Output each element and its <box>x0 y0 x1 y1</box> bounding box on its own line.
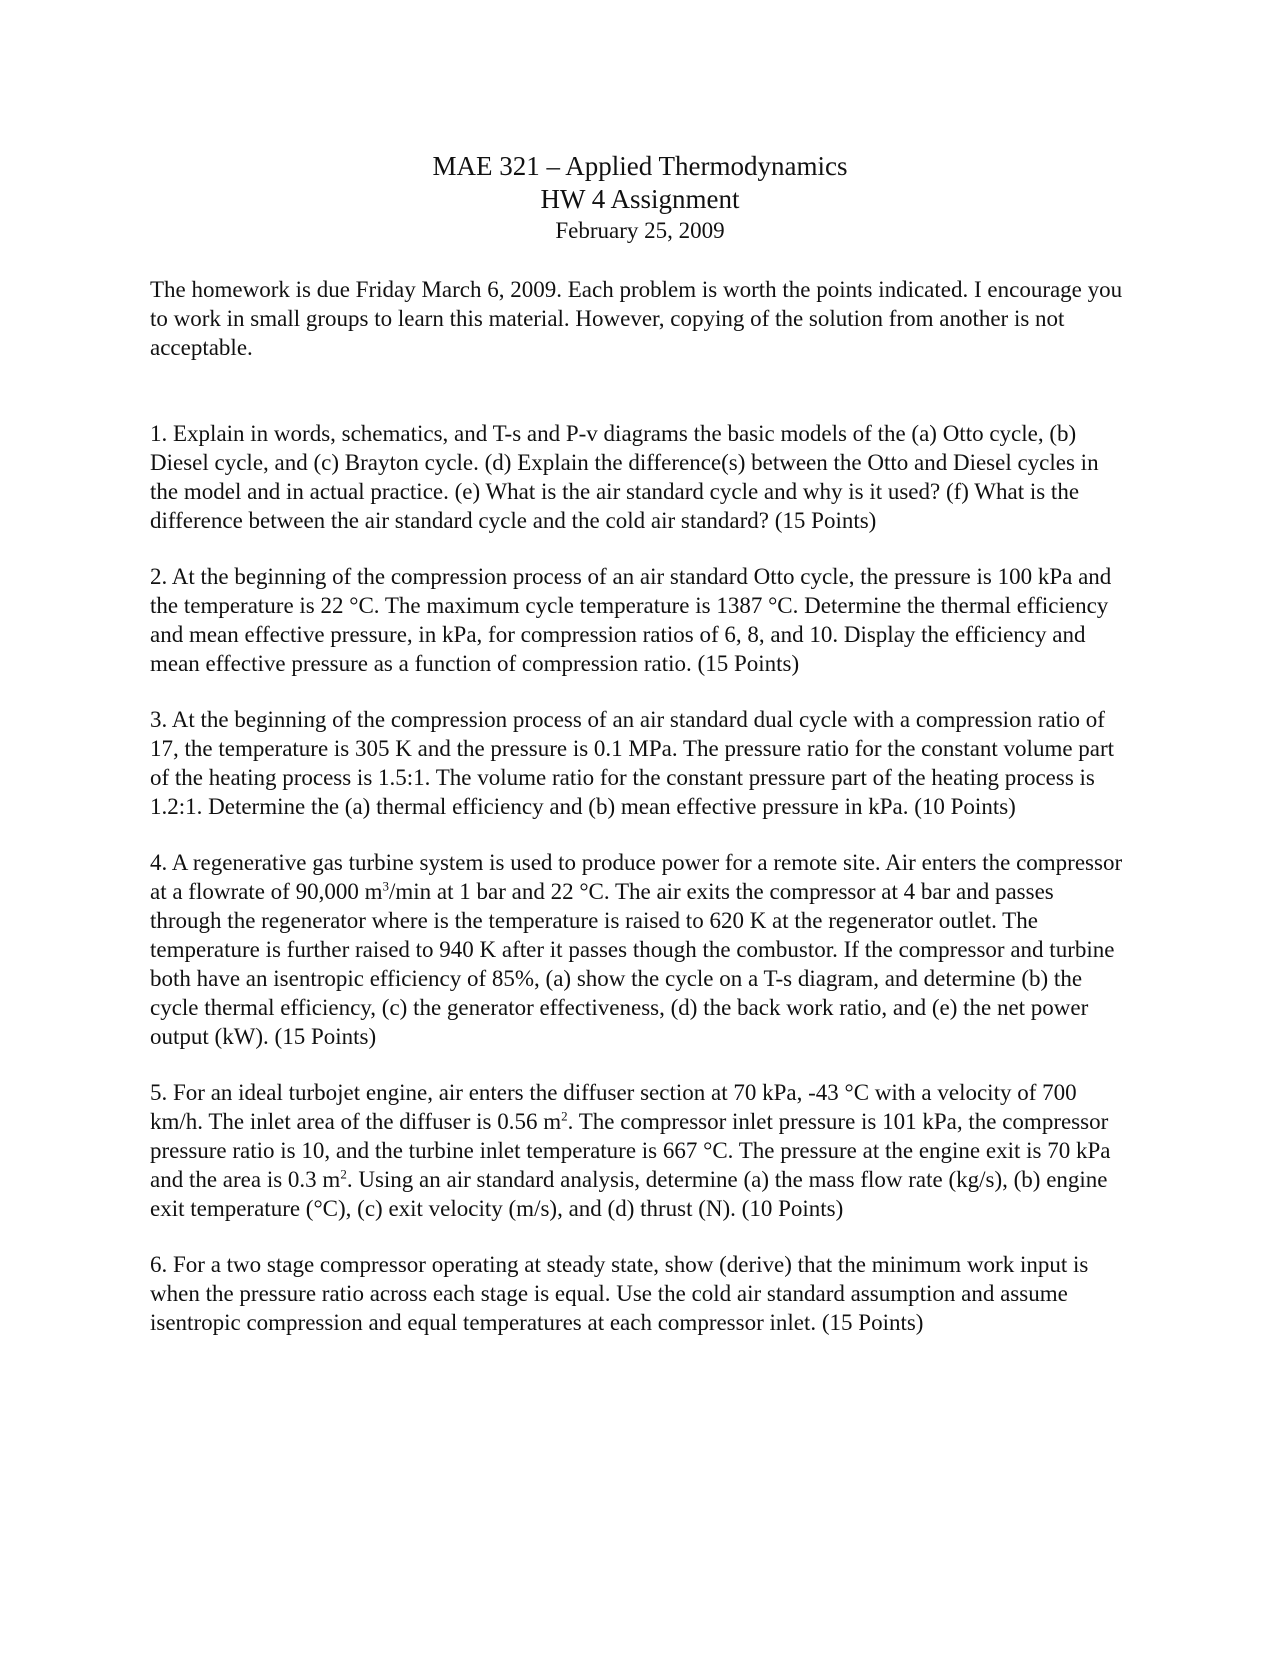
document-body <box>150 275 1130 1364</box>
superscript-3: 3 <box>382 878 389 894</box>
problem-4-text-part-2: /min at 1 bar and 22 °C. The air exits the compressor at 4 bar and passes through the regenerator where is the temperature is raised to 620 K at the regenerator outlet. The temperature is further raised to 940 K after it passes though the combustor. If the compressor and turbine both have an isentropic efficiency of 85%, (a) show the cycle on a T-s diagram, and determine (b) the cycle thermal efficiency, (c) the generator effectiveness, (d) the back work ratio, and (e) the net power output (kW). (15 Points) <box>150 879 1115 1049</box>
problem-5-text-part-2: . The compressor inlet pressure is 101 kPa, the compressor pressure ratio is 10, and the turbine inlet temperature is 667 °C. The pressure at the engine exit is 70 kPa and the area is 0.3 m <box>150 1109 1111 1192</box>
problem-5-text-part-3: . Using an air standard analysis, determine (a) the mass flow rate (kg/s), (b) engine exit temperature (°C), (c) exit velocity (m/s), and (d) thrust (N). (10 Points) <box>150 1167 1108 1221</box>
document-header <box>0 150 1280 246</box>
superscript-2-second: 2 <box>340 1166 347 1182</box>
problem-6: 6. For a two stage compressor operating at steady state, show (derive) that the minimum work input is when the pressure ratio across each stage is equal. Use the cold air standard assumption and assume isentropic compression and equal temperatures at each compressor inlet. (15 Points) <box>150 1252 1089 1335</box>
problem-4 <box>150 848 1130 1051</box>
assignment-date: February 25, 2009 <box>555 218 725 243</box>
problem-2: 2. At the beginning of the compression process of an air standard Otto cycle, the pressure is 100 kPa and the temperature is 22 °C. The maximum cycle temperature is 1387 °C. Determine the thermal efficiency and mean effective pressure, in kPa, for compression ratios of 6, 8, and 10. Display the efficiency and mean effective pressure as a function of compression ratio. (15 Points) <box>150 564 1112 676</box>
superscript-2: 2 <box>561 1108 568 1124</box>
problem-1: 1. Explain in words, schematics, and T-s and P-v diagrams the basic models of the (a) Otto cycle, (b) Diesel cycle, and (c) Brayton cycle. (d) Explain the difference(s) between the Otto and Diesel cycles in the model and in actual practice. (e) What is the air standard cycle and why is it used? (f) What is the difference between the air standard cycle and the cold air standard? (15 Points) <box>150 421 1099 533</box>
problem-5 <box>150 1078 1130 1223</box>
problem-5-text-part-1: 5. For an ideal turbojet engine, air enters the diffuser section at 70 kPa, -43 °C with a velocity of 700 km/h. The inlet area of the diffuser is 0.56 m <box>150 1080 1077 1134</box>
course-title: MAE 321 – Applied Thermodynamics <box>432 151 848 181</box>
problem-4-text-part-1: 4. A regenerative gas turbine system is used to produce power for a remote site. Air enters the compressor at a flowrate of 90,000 m <box>150 850 1123 904</box>
intro-paragraph: The homework is due Friday March 6, 2009. Each problem is worth the points indicated. I encourage you to work in small groups to learn this material. However, copying of the solution from another is not acceptable. <box>150 277 1123 360</box>
assignment-title: HW 4 Assignment <box>540 184 740 214</box>
problem-3: 3. At the beginning of the compression process of an air standard dual cycle with a compression ratio of 17, the temperature is 305 K and the pressure is 0.1 MPa. The pressure ratio for the constant volume part of the heating process is 1.5:1. The volume ratio for the constant pressure part of the heating process is 1.2:1. Determine the (a) thermal efficiency and (b) mean effective pressure in kPa. (10 Points) <box>150 707 1115 819</box>
